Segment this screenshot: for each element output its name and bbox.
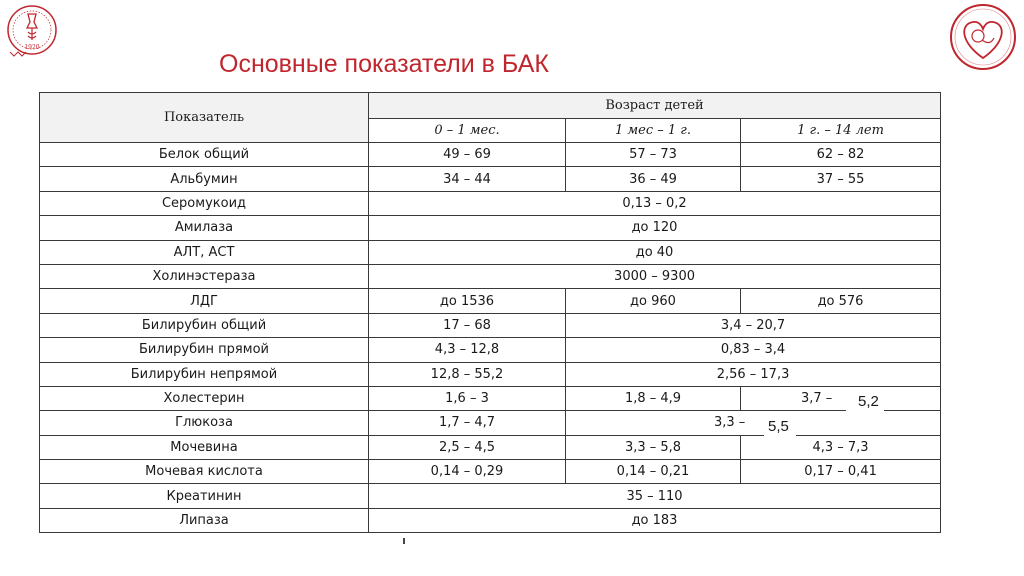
cell-value: 4,3 – 7,3	[741, 435, 941, 459]
row-name: Билирубин общий	[40, 313, 369, 337]
table-row	[40, 386, 941, 410]
table-row	[40, 338, 941, 362]
row-name: Глюкоза	[40, 411, 369, 435]
cell-value: 62 – 82	[741, 143, 941, 167]
table-row	[40, 313, 941, 337]
table-row	[40, 411, 941, 435]
cell-value: 0,17 – 0,41	[741, 460, 941, 484]
cell-value: 1,7 – 4,7	[369, 411, 566, 435]
cell-value: 0,14 – 0,21	[566, 460, 741, 484]
cell-value: 57 – 73	[566, 143, 741, 167]
page-title: Основные показатели в БАК	[219, 50, 549, 78]
stray-mark	[403, 538, 405, 544]
row-name: Билирубин прямой	[40, 338, 369, 362]
cell-value: до 1536	[369, 289, 566, 313]
row-name: Мочевая кислота	[40, 460, 369, 484]
age-group-1y-14y: 1 г. – 14 лет	[741, 119, 941, 143]
cell-value: 3,3 – 5,8	[566, 435, 741, 459]
cell-value: до 120	[369, 216, 941, 240]
table-row	[40, 167, 941, 191]
cell-value: до 960	[566, 289, 741, 313]
age-group-1m-1y: 1 мес – 1 г.	[566, 119, 741, 143]
cell-value: 3000 – 9300	[369, 264, 941, 288]
table-row	[40, 264, 941, 288]
table-row	[40, 435, 941, 459]
logo-year: 1920	[24, 44, 40, 51]
cell-value: 0,13 – 0,2	[369, 191, 941, 215]
table-row	[40, 289, 941, 313]
cell-value: 12,8 – 55,2	[369, 362, 566, 386]
cell-value: до 40	[369, 240, 941, 264]
table-row	[40, 240, 941, 264]
row-name: Креатинин	[40, 484, 369, 508]
cell-value: 37 – 55	[741, 167, 941, 191]
cell-value: 49 – 69	[369, 143, 566, 167]
header-age: Возраст детей	[369, 93, 941, 119]
cell-value: 1,8 – 4,9	[566, 386, 741, 410]
table-row	[40, 460, 941, 484]
table-row	[40, 143, 941, 167]
cell-value: до 576	[741, 289, 941, 313]
cell-value: 2,56 – 17,3	[566, 362, 941, 386]
cell-value: 1,6 – 3	[369, 386, 566, 410]
age-group-0-1m: 0 – 1 мес.	[369, 119, 566, 143]
row-name: Мочевина	[40, 435, 369, 459]
cell-value: 3,7 –	[741, 386, 941, 410]
cholesterol-overlay-value: 5,2	[858, 393, 879, 410]
row-name: Амилаза	[40, 216, 369, 240]
table-row	[40, 484, 941, 508]
row-name: Холестерин	[40, 386, 369, 410]
table-row	[40, 362, 941, 386]
row-name: Липаза	[40, 508, 369, 532]
cell-value: 0,83 – 3,4	[566, 338, 941, 362]
row-name: Альбумин	[40, 167, 369, 191]
table-row	[40, 216, 941, 240]
table-row	[40, 508, 941, 532]
header-parameter: Показатель	[40, 93, 369, 143]
cell-value: 2,5 – 4,5	[369, 435, 566, 459]
cell-value: 17 – 68	[369, 313, 566, 337]
cell-value: 3,3 –	[566, 411, 941, 435]
row-name: Серомукоид	[40, 191, 369, 215]
university-logo	[4, 2, 60, 62]
cell-value: 35 – 110	[369, 484, 941, 508]
row-name: АЛТ, АСТ	[40, 240, 369, 264]
cell-value: 34 – 44	[369, 167, 566, 191]
cell-value: 36 – 49	[566, 167, 741, 191]
glucose-overlay-value: 5,5	[768, 418, 789, 435]
cell-value: 4,3 – 12,8	[369, 338, 566, 362]
table-row	[40, 191, 941, 215]
row-name: Белок общий	[40, 143, 369, 167]
row-name: ЛДГ	[40, 289, 369, 313]
row-name: Билирубин непрямой	[40, 362, 369, 386]
cell-value: 0,14 – 0,29	[369, 460, 566, 484]
cell-value: 3,4 – 20,7	[566, 313, 941, 337]
reference-values-table	[39, 92, 941, 533]
cell-value: до 183	[369, 508, 941, 532]
heart-baby-logo	[946, 2, 1020, 72]
row-name: Холинэстераза	[40, 264, 369, 288]
